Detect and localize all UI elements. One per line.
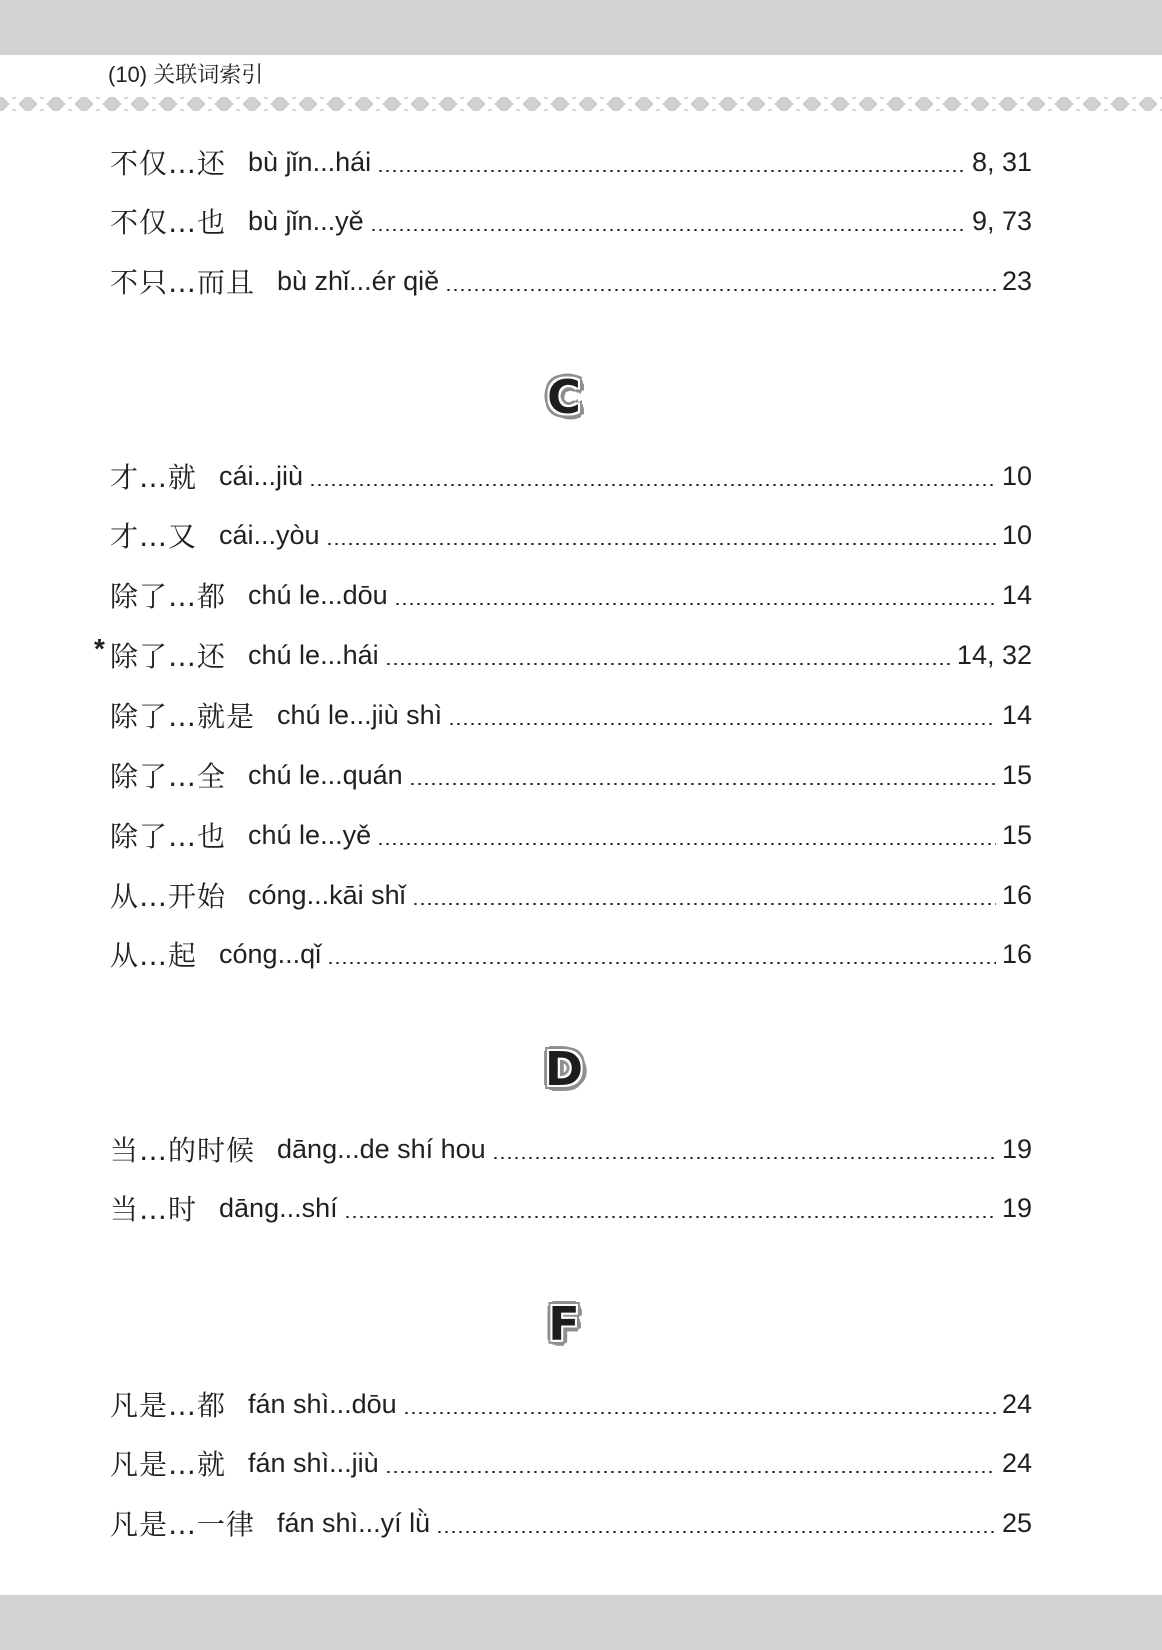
entry-pages[interactable]: 19 [1001, 1133, 1032, 1164]
index-entry[interactable] [110, 1503, 1032, 1543]
index-entry[interactable] [110, 456, 1032, 496]
entry-pinyin: fán shì...jiù [248, 1447, 379, 1478]
entry-pages[interactable]: 10 [1001, 460, 1032, 491]
dot-leader [385, 663, 951, 665]
entry-hanzi: 不仅…也 [110, 206, 227, 239]
index-entry[interactable] [110, 1129, 1032, 1169]
index-entry[interactable] [110, 1443, 1032, 1483]
entry-pages[interactable]: 14 [1001, 699, 1032, 730]
dot-leader [492, 1157, 996, 1159]
entry-pages[interactable]: 14, 32 [956, 639, 1032, 670]
top-margin-band [0, 0, 1162, 55]
index-entry[interactable] [110, 1188, 1032, 1228]
entry-pinyin: cóng...qǐ [219, 938, 322, 969]
bottom-margin-band [0, 1595, 1162, 1650]
index-entry[interactable] [110, 695, 1032, 735]
entry-pinyin: fán shì...dōu [248, 1388, 397, 1419]
entry-pinyin: dāng...shí [219, 1192, 338, 1223]
decorative-hex-border [0, 97, 1162, 111]
entry-pinyin: cóng...kāi shǐ [248, 879, 406, 910]
entry-pinyin: chú le...yě [248, 819, 372, 850]
dot-leader [344, 1216, 996, 1218]
asterisk-mark: * [94, 633, 105, 664]
entry-pinyin: chú le...hái [248, 639, 379, 670]
entry-hanzi: 凡是…一律 [110, 1508, 256, 1541]
entry-pages[interactable]: 8, 31 [971, 146, 1032, 177]
index-entry[interactable] [110, 755, 1032, 795]
entry-pinyin: bù jǐn...yě [248, 205, 364, 236]
dot-leader [377, 843, 996, 845]
entry-pages[interactable]: 25 [1001, 1507, 1032, 1538]
entry-hanzi: 除了…也 [110, 820, 227, 853]
dot-leader [309, 484, 996, 486]
index-entry[interactable] [110, 934, 1032, 974]
entry-hanzi: 除了…都 [110, 580, 227, 613]
entry-pages[interactable]: 16 [1001, 879, 1032, 910]
dot-leader [403, 1412, 996, 1414]
entry-hanzi: 从…起 [110, 939, 198, 972]
dot-leader [409, 783, 996, 785]
index-entry[interactable] [110, 575, 1032, 615]
entry-pages[interactable]: 23 [1001, 265, 1032, 296]
entry-hanzi: 当…时 [110, 1193, 198, 1226]
entry-pages[interactable]: 24 [1001, 1388, 1032, 1419]
entry-pages[interactable]: 16 [1001, 938, 1032, 969]
dot-leader [385, 1471, 996, 1473]
index-entry[interactable] [110, 201, 1032, 241]
entry-hanzi: 不只…而且 [110, 266, 256, 299]
dot-leader [412, 903, 996, 905]
entry-pinyin: cái...yòu [219, 519, 320, 550]
entry-hanzi: 从…开始 [110, 880, 227, 913]
index-entry[interactable] [110, 142, 1032, 182]
dot-leader [327, 962, 996, 964]
entry-pages[interactable]: 15 [1001, 759, 1032, 790]
entry-hanzi: 凡是…都 [110, 1389, 227, 1422]
entry-hanzi: 才…就 [110, 461, 198, 494]
entry-hanzi: 才…又 [110, 520, 198, 553]
section-letter-badge-f: F [548, 1297, 580, 1351]
section-letter-badge-d: D [544, 1042, 584, 1096]
entry-pages[interactable]: 19 [1001, 1192, 1032, 1223]
entry-pinyin: chú le...dōu [248, 579, 388, 610]
index-entry[interactable] [110, 1384, 1032, 1424]
entry-pages[interactable]: 24 [1001, 1447, 1032, 1478]
entry-pages[interactable]: 9, 73 [971, 205, 1032, 236]
dot-leader [394, 603, 996, 605]
entry-pages[interactable]: 10 [1001, 519, 1032, 550]
entry-hanzi: 除了…就是 [110, 700, 256, 733]
entry-hanzi: 除了…还 [110, 640, 227, 673]
entry-hanzi: 凡是…就 [110, 1448, 227, 1481]
entry-hanzi: 除了…全 [110, 760, 227, 793]
dot-leader [436, 1531, 996, 1533]
index-entry[interactable] [110, 261, 1032, 301]
entry-hanzi: 不仅…还 [110, 147, 227, 180]
entry-pinyin: dāng...de shí hou [277, 1133, 486, 1164]
entry-pinyin: cái...jiù [219, 460, 304, 491]
dot-leader [326, 543, 996, 545]
entry-pinyin: chú le...jiù shì [277, 699, 443, 730]
index-entry[interactable] [110, 875, 1032, 915]
entry-pages[interactable]: 14 [1001, 579, 1032, 610]
dot-leader [448, 723, 996, 725]
dot-leader [370, 229, 966, 231]
index-entry-marked[interactable] [94, 633, 1032, 675]
entry-pages[interactable]: 15 [1001, 819, 1032, 850]
index-entry[interactable] [110, 515, 1032, 555]
section-letter-badge-c: C [547, 370, 581, 424]
entry-pinyin: chú le...quán [248, 759, 403, 790]
entry-pinyin: bù jǐn...hái [248, 146, 372, 177]
entry-pinyin: bù zhǐ...ér qiě [277, 265, 440, 296]
entry-hanzi: 当…的时候 [110, 1134, 256, 1167]
index-entry[interactable] [110, 815, 1032, 855]
running-head: (10) 关联词索引 [108, 62, 264, 87]
entry-pinyin: fán shì...yí lǜ [277, 1507, 431, 1538]
dot-leader [445, 289, 996, 291]
dot-leader [377, 170, 966, 172]
